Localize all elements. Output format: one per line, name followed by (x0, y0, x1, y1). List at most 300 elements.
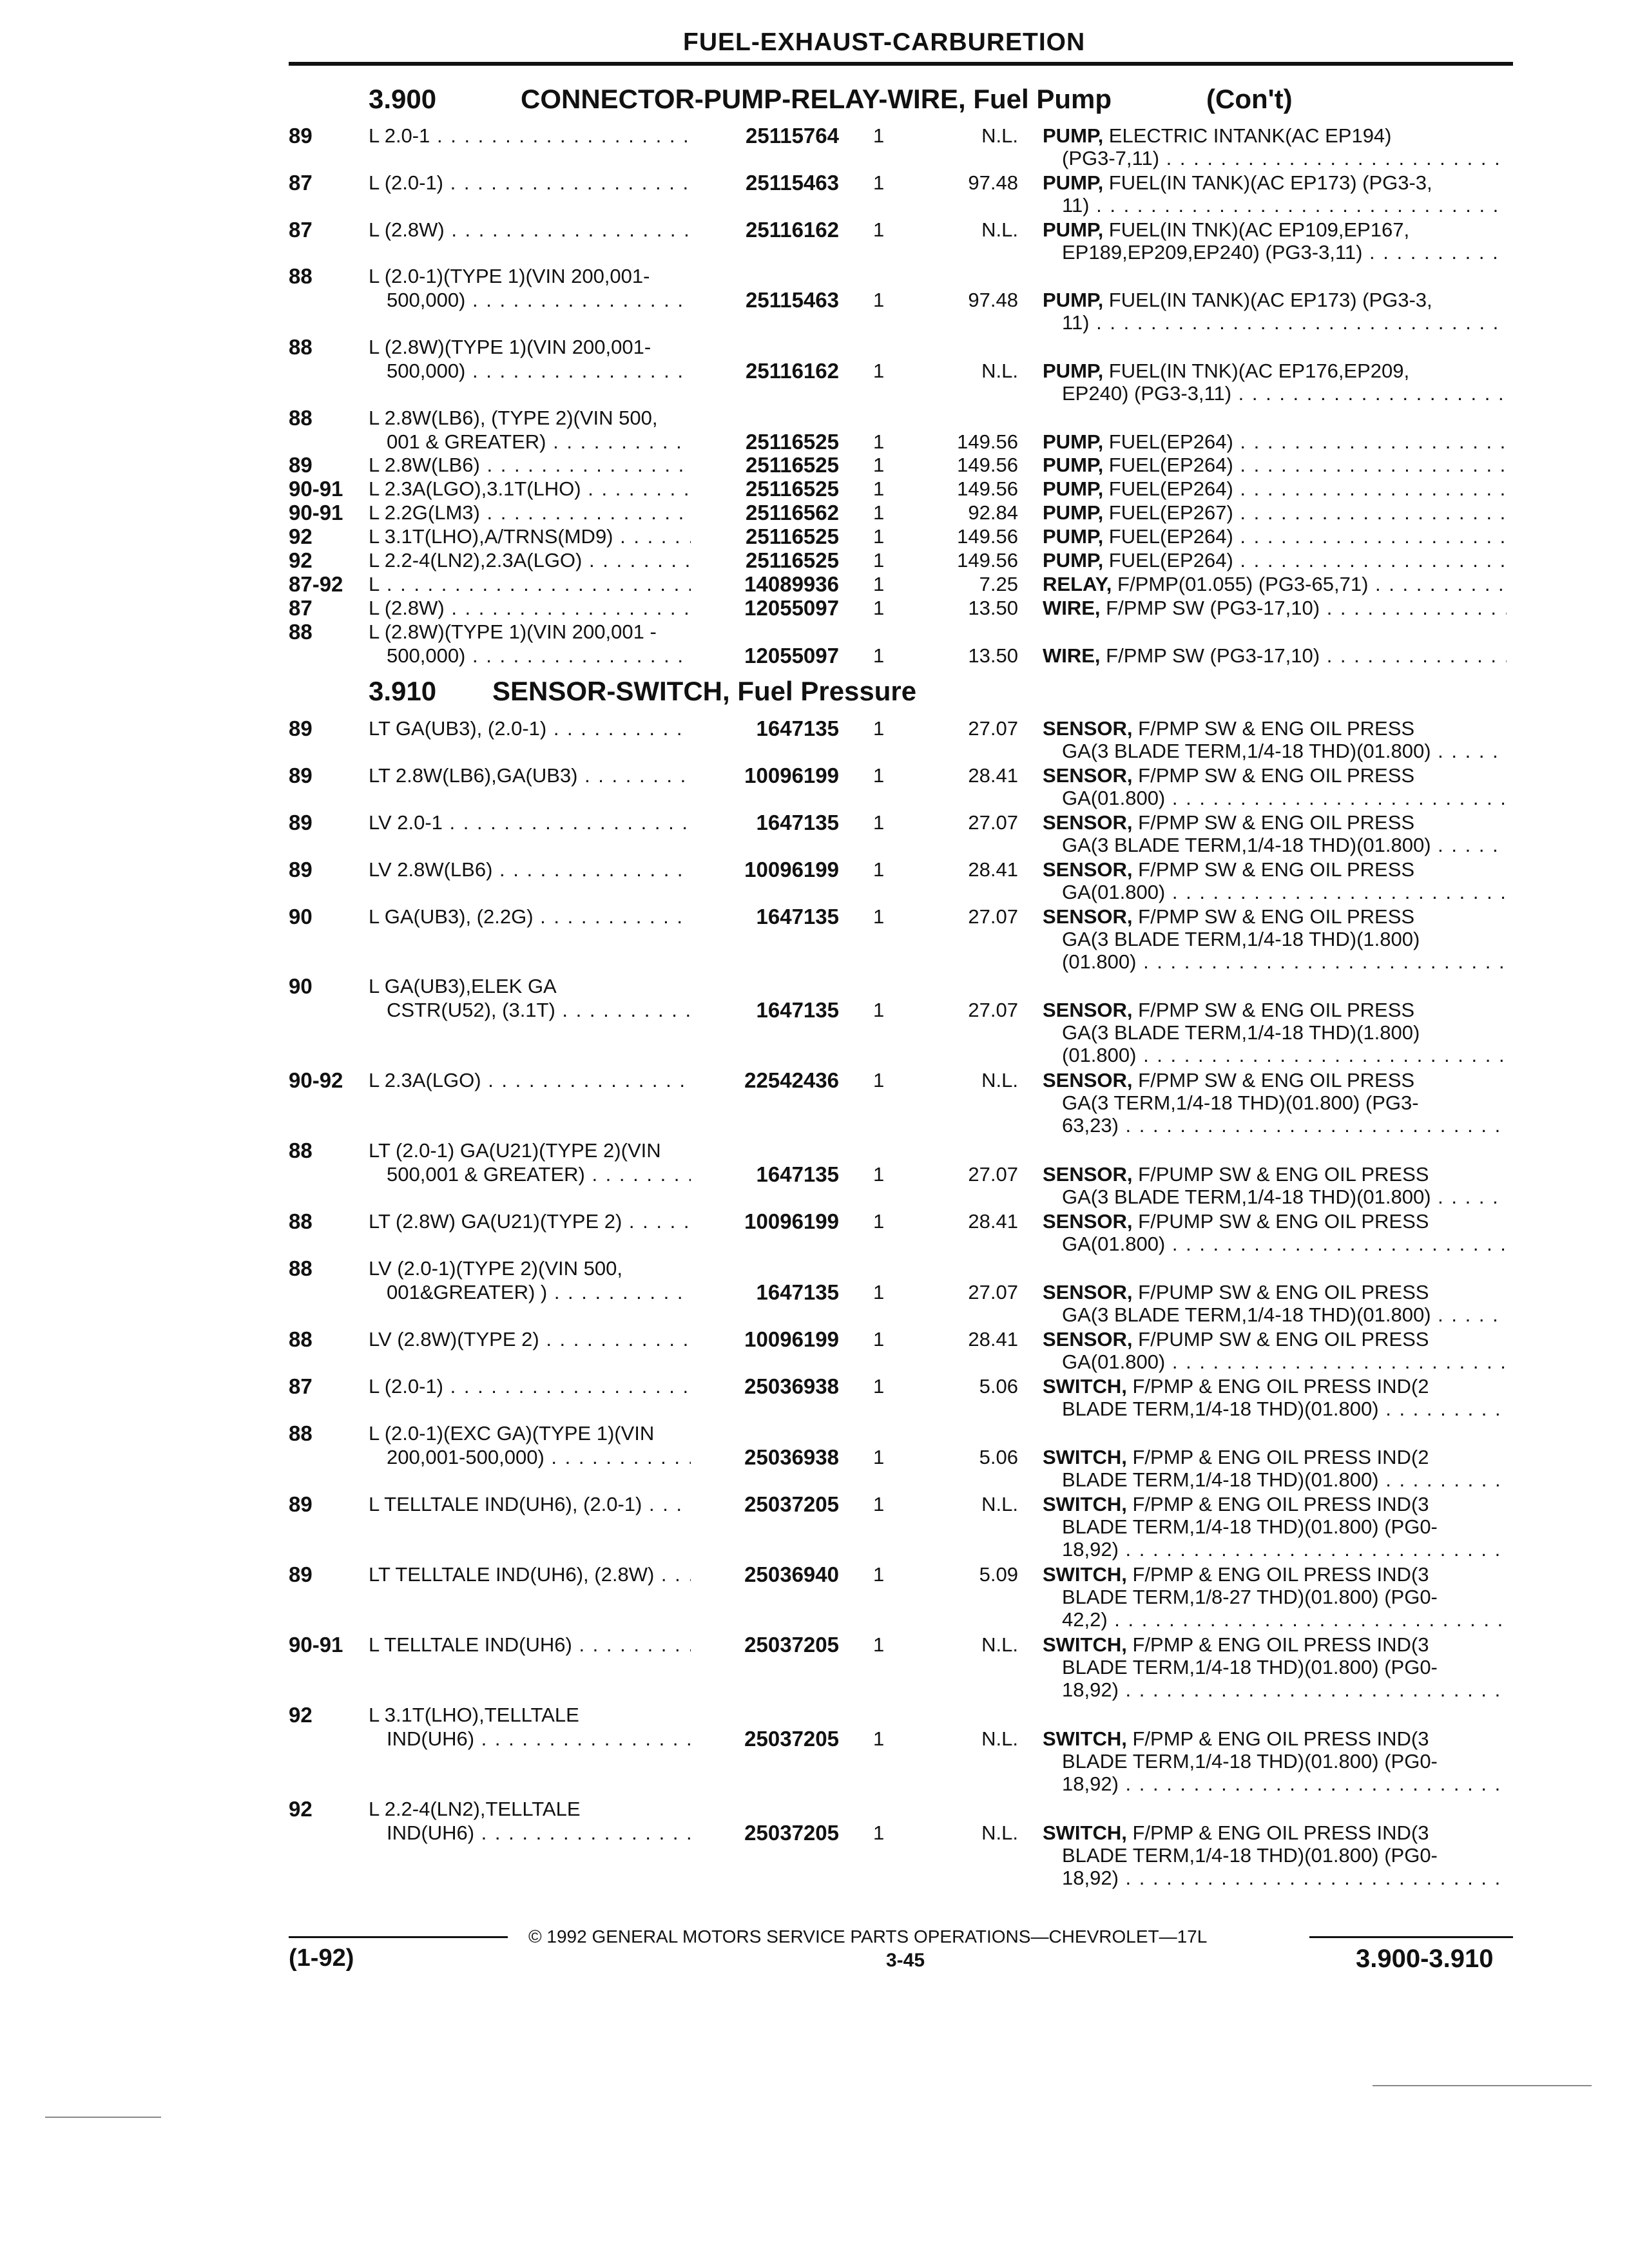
part-number: 25037205 (744, 1821, 839, 1845)
part-detail: F/PMP SW & ENG OIL PRESS (1132, 905, 1415, 928)
part-description (1062, 1350, 1507, 1374)
quantity: 1 (873, 597, 885, 619)
application-description: L 2.3A(LGO) . . . (369, 1068, 691, 1093)
part-detail: BLADE TERM,1/4-18 THD)(01.800) (PG0- (1062, 1844, 1438, 1867)
application-description: L 2.3A(LGO),3.1T(LHO) . . . (369, 477, 691, 501)
scan-mark (45, 2117, 161, 2118)
part-name: SENSOR, (1043, 905, 1133, 928)
part-description (1043, 1327, 1507, 1352)
part-description (1043, 596, 1507, 620)
part-description (1043, 1562, 1507, 1587)
part-detail: 18,92) (1062, 1773, 1119, 1795)
part-detail: FUEL(IN TANK)(AC EP173) (PG3-3, (1103, 171, 1432, 194)
quantity: 1 (873, 454, 885, 476)
model-year: 87 (289, 218, 313, 242)
model-year: 90-91 (289, 1633, 343, 1657)
part-name: RELAY, (1043, 573, 1112, 595)
part-detail: F/PUMP SW & ENG OIL PRESS (1132, 1163, 1429, 1186)
part-name: PUMP, (1043, 501, 1104, 524)
part-description (1043, 548, 1507, 573)
part-description (1043, 477, 1507, 501)
section-continued: (Con't) (1206, 84, 1293, 114)
list-price: 28.41 (968, 858, 1018, 881)
part-description (1062, 950, 1507, 974)
part-description (1062, 1397, 1507, 1421)
part-description (1043, 501, 1507, 525)
part-number: 12055097 (744, 644, 839, 668)
part-detail: FUEL(EP264) (1103, 549, 1233, 572)
model-year: 89 (289, 716, 313, 740)
footer-date-code: (1-92) (289, 1945, 354, 1972)
model-year: 87 (289, 1374, 313, 1398)
part-description (1062, 1515, 1507, 1539)
quantity: 1 (873, 477, 885, 500)
part-name: PUMP, (1043, 525, 1104, 548)
part-detail: GA(3 BLADE TERM,1/4-18 THD)(01.800) (1062, 740, 1431, 762)
part-number: 10096199 (744, 1209, 839, 1233)
part-description (1062, 1091, 1507, 1115)
model-year: 89 (289, 1562, 313, 1586)
part-description (1062, 739, 1507, 764)
part-name: PUMP, (1043, 360, 1104, 382)
part-name: PUMP, (1043, 171, 1104, 194)
list-price: N.L. (981, 1821, 1018, 1844)
part-detail: EP189,EP209,EP240) (PG3-3,11) (1062, 241, 1363, 264)
application-description: L 2.8W(LB6) . . . (369, 453, 691, 477)
part-number: 25116525 (745, 524, 839, 548)
list-price: 149.56 (957, 549, 1018, 572)
list-price: N.L. (981, 1493, 1018, 1515)
part-detail: GA(3 BLADE TERM,1/4-18 THD)(1.800) (1062, 1021, 1420, 1044)
copyright-notice: © 1992 GENERAL MOTORS SERVICE PARTS OPERATIONS—CHEVROLET—17L (528, 1927, 1208, 1946)
list-price: 28.41 (968, 1210, 1018, 1233)
list-price: 5.09 (979, 1563, 1018, 1586)
application-description: L (2.0-1) . . . (369, 1374, 691, 1399)
part-detail: (PG3-7,11) (1062, 147, 1160, 169)
list-price: 149.56 (957, 454, 1018, 476)
quantity: 1 (873, 1375, 885, 1398)
part-detail: F/PUMP SW & ENG OIL PRESS (1132, 1328, 1429, 1350)
part-detail: 18,92) (1062, 1867, 1119, 1889)
part-description (1043, 572, 1507, 597)
part-detail: F/PMP SW & ENG OIL PRESS (1132, 764, 1415, 787)
part-detail: GA(01.800) (1062, 1350, 1166, 1373)
part-number: 25116525 (745, 453, 839, 477)
part-detail: F/PMP & ENG OIL PRESS IND(2 (1126, 1446, 1429, 1468)
scan-mark (1373, 2085, 1592, 2086)
part-detail: F/PMP SW & ENG OIL PRESS (1132, 717, 1415, 740)
application-description: L TELLTALE IND(UH6) . . . (369, 1633, 691, 1657)
application-description: L (2.8W)(TYPE 1)(VIN 200,001 - (369, 620, 657, 643)
list-price: N.L. (981, 1633, 1018, 1656)
part-description (1043, 1633, 1507, 1657)
part-detail: 42,2) (1062, 1608, 1108, 1631)
part-description (1043, 644, 1507, 668)
model-year: 88 (289, 264, 313, 288)
part-number: 25116525 (745, 548, 839, 572)
list-price: 149.56 (957, 477, 1018, 500)
part-description (1043, 1209, 1507, 1234)
part-description (1062, 880, 1507, 905)
model-year: 92 (289, 524, 313, 548)
model-year: 88 (289, 620, 313, 644)
part-description (1062, 833, 1507, 858)
part-detail: BLADE TERM,1/4-18 THD)(01.800) (1062, 1468, 1379, 1491)
part-detail: 11) (1062, 311, 1090, 334)
quantity: 1 (873, 858, 885, 881)
quantity: 1 (873, 1727, 885, 1750)
application-description: LT TELLTALE IND(UH6), (2.8W) . . . (369, 1562, 691, 1587)
model-year: 90-91 (289, 501, 343, 524)
list-price: 27.07 (968, 811, 1018, 834)
part-name: SENSOR, (1043, 1281, 1133, 1303)
part-detail: FUEL(EP267) (1103, 501, 1233, 524)
quantity: 1 (873, 360, 885, 382)
part-description (1062, 146, 1507, 171)
part-description (1043, 716, 1507, 741)
quantity: 1 (873, 999, 885, 1021)
part-number: 25116525 (745, 430, 839, 454)
part-detail: EP240) (PG3-3,11) (1062, 382, 1232, 405)
part-description (1043, 288, 1507, 312)
part-detail: GA(3 BLADE TERM,1/4-18 THD)(1.800) (1062, 928, 1420, 950)
quantity: 1 (873, 1633, 885, 1656)
part-name: SWITCH, (1043, 1563, 1127, 1586)
part-description (1043, 453, 1507, 477)
part-description (1043, 1068, 1507, 1093)
model-year: 89 (289, 811, 313, 834)
part-description (1043, 1374, 1507, 1399)
part-detail: F/PMP SW & ENG OIL PRESS (1132, 999, 1415, 1021)
part-number: 10096199 (744, 858, 839, 881)
part-detail: GA(3 TERM,1/4-18 THD)(01.800) (PG3- (1062, 1091, 1419, 1114)
application-description: L 3.1T(LHO),A/TRNS(MD9) . . . (369, 524, 691, 549)
application-description: 001&GREATER) ) . . . (387, 1280, 691, 1305)
application-description: 500,000) . . . (387, 359, 691, 383)
model-year: 88 (289, 1327, 313, 1351)
section-title: SENSOR-SWITCH, Fuel Pressure (492, 676, 917, 706)
part-description (1062, 1043, 1507, 1068)
model-year: 88 (289, 1139, 313, 1162)
part-number: 25115463 (745, 171, 839, 195)
application-description: L 2.0-1 . . . (369, 124, 691, 148)
part-description (1043, 811, 1507, 835)
part-name: SENSOR, (1043, 858, 1133, 881)
header-rule (289, 62, 1513, 66)
quantity: 1 (873, 549, 885, 572)
model-year: 89 (289, 1492, 313, 1516)
part-number: 25116562 (745, 501, 839, 524)
part-description (1062, 311, 1507, 335)
part-detail: BLADE TERM,1/4-18 THD)(01.800) (PG0- (1062, 1750, 1438, 1773)
part-name: PUMP, (1043, 454, 1104, 476)
application-description: IND(UH6) . . . (387, 1727, 691, 1751)
part-number: 25115463 (745, 288, 839, 312)
model-year: 87 (289, 596, 313, 620)
part-detail: FUEL(IN TNK)(AC EP109,EP167, (1103, 218, 1410, 241)
part-detail: BLADE TERM,1/4-18 THD)(01.800) (PG0- (1062, 1656, 1438, 1678)
application-description: L (2.0-1)(EXC GA)(TYPE 1)(VIN (369, 1422, 655, 1445)
section-number: 3.900 (369, 84, 437, 114)
part-detail: F/PMP SW & ENG OIL PRESS (1132, 858, 1415, 881)
part-name: SENSOR, (1043, 764, 1133, 787)
part-description (1043, 1445, 1507, 1470)
part-name: SENSOR, (1043, 1210, 1133, 1233)
application-description: L (2.0-1)(TYPE 1)(VIN 200,001- (369, 265, 650, 287)
part-number: 25116162 (745, 218, 839, 242)
application-description: L 3.1T(LHO),TELLTALE (369, 1704, 579, 1726)
application-description: LT (2.8W) GA(U21)(TYPE 2) . . . (369, 1209, 691, 1234)
model-year: 88 (289, 1209, 313, 1233)
part-detail: F/PMP SW & ENG OIL PRESS (1132, 1069, 1415, 1091)
part-number: 25036940 (744, 1562, 839, 1586)
list-price: N.L. (981, 1069, 1018, 1091)
part-detail: FUEL(EP264) (1103, 477, 1233, 500)
quantity: 1 (873, 1328, 885, 1350)
application-description: IND(UH6) . . . (387, 1821, 691, 1845)
list-price: 7.25 (979, 573, 1018, 595)
part-name: PUMP, (1043, 218, 1104, 241)
part-description (1062, 1113, 1507, 1138)
part-description (1062, 1468, 1507, 1492)
application-description: LV 2.0-1 . . . (369, 811, 691, 835)
part-description (1043, 858, 1507, 882)
part-detail: F/PMP & ENG OIL PRESS IND(3 (1126, 1563, 1429, 1586)
part-description (1043, 1727, 1507, 1751)
part-number: 1647135 (756, 716, 839, 740)
part-name: SWITCH, (1043, 1821, 1127, 1844)
part-description (1062, 786, 1507, 811)
list-price: 27.07 (968, 905, 1018, 928)
model-year: 89 (289, 764, 313, 787)
part-number: 10096199 (744, 1327, 839, 1351)
part-description (1062, 1185, 1507, 1209)
model-year: 92 (289, 1703, 313, 1727)
quantity: 1 (873, 1163, 885, 1186)
part-number: 25036938 (744, 1374, 839, 1398)
quantity: 1 (873, 1493, 885, 1515)
part-description (1043, 1492, 1507, 1517)
part-number: 1647135 (756, 1162, 839, 1186)
part-number: 25036938 (744, 1445, 839, 1469)
part-number: 25115764 (745, 124, 839, 148)
quantity: 1 (873, 811, 885, 834)
application-description: 001 & GREATER) . . . (387, 430, 691, 454)
part-name: WIRE, (1043, 644, 1101, 667)
part-detail: GA(3 BLADE TERM,1/4-18 THD)(01.800) (1062, 834, 1431, 856)
part-detail: BLADE TERM,1/4-18 THD)(01.800) (1062, 1398, 1379, 1420)
part-description (1043, 998, 1507, 1023)
quantity: 1 (873, 1210, 885, 1233)
application-description: 200,001-500,000) . . . (387, 1445, 691, 1470)
part-name: SENSOR, (1043, 811, 1133, 834)
part-detail: BLADE TERM,1/4-18 THD)(01.800) (PG0- (1062, 1515, 1438, 1538)
part-detail: GA(3 BLADE TERM,1/4-18 THD)(01.800) (1062, 1303, 1431, 1326)
list-price: 27.07 (968, 999, 1018, 1021)
list-price: N.L. (981, 1727, 1018, 1750)
quantity: 1 (873, 905, 885, 928)
list-price: 28.41 (968, 764, 1018, 787)
part-name: WIRE, (1043, 597, 1101, 619)
part-detail: GA(3 BLADE TERM,1/4-18 THD)(01.800) (1062, 1186, 1431, 1208)
list-price: 5.06 (979, 1446, 1018, 1468)
list-price: 13.50 (968, 597, 1018, 619)
section-number: 3.910 (369, 676, 437, 706)
part-detail: F/PMP SW (PG3-17,10) (1100, 597, 1320, 619)
list-price: 5.06 (979, 1375, 1018, 1398)
part-detail: F/PMP & ENG OIL PRESS IND(3 (1126, 1727, 1429, 1750)
part-name: SWITCH, (1043, 1375, 1127, 1398)
part-detail: 11) (1062, 194, 1090, 216)
model-year: 88 (289, 335, 313, 359)
model-year: 88 (289, 406, 313, 430)
list-price: N.L. (981, 360, 1018, 382)
part-name: SWITCH, (1043, 1493, 1127, 1515)
quantity: 1 (873, 573, 885, 595)
part-description (1062, 381, 1507, 406)
section-title: CONNECTOR-PUMP-RELAY-WIRE, Fuel Pump (521, 84, 1112, 114)
part-description (1062, 1749, 1507, 1774)
part-name: SENSOR, (1043, 717, 1133, 740)
part-description (1062, 240, 1507, 265)
part-description (1062, 927, 1507, 952)
part-detail: FUEL(EP264) (1103, 430, 1233, 453)
quantity: 1 (873, 1563, 885, 1586)
application-description: L GA(UB3), (2.2G) . . . (369, 905, 691, 929)
part-detail: F/PMP & ENG OIL PRESS IND(3 (1126, 1821, 1429, 1844)
part-description (1043, 1821, 1507, 1845)
application-description: LV (2.0-1)(TYPE 2)(VIN 500, (369, 1257, 622, 1280)
list-price: 27.07 (968, 717, 1018, 740)
part-name: PUMP, (1043, 477, 1104, 500)
application-description: L 2.8W(LB6), (TYPE 2)(VIN 500, (369, 407, 658, 429)
part-name: PUMP, (1043, 124, 1104, 147)
model-year: 87 (289, 171, 313, 195)
application-description: CSTR(U52), (3.1T) . . . (387, 998, 691, 1023)
application-description: 500,000) . . . (387, 288, 691, 312)
application-description: 500,000) . . . (387, 644, 691, 668)
model-year: 88 (289, 1256, 313, 1280)
part-description (1062, 193, 1507, 218)
application-description: L GA(UB3),ELEK GA (369, 975, 557, 997)
quantity: 1 (873, 171, 885, 194)
part-description (1062, 1655, 1507, 1680)
part-description (1062, 1843, 1507, 1868)
application-description: LT GA(UB3), (2.0-1) . . . (369, 716, 691, 741)
part-number: 25116525 (745, 477, 839, 501)
part-description (1043, 1280, 1507, 1305)
application-description: L . . . (369, 572, 691, 597)
footer-rule-left (289, 1936, 508, 1938)
part-description (1062, 1021, 1507, 1045)
model-year: 90 (289, 905, 313, 928)
part-detail: F/PMP & ENG OIL PRESS IND(2 (1126, 1375, 1429, 1398)
part-number: 1647135 (756, 905, 839, 928)
part-number: 10096199 (744, 764, 839, 787)
application-description: L (2.8W) . . . (369, 596, 691, 620)
part-name: SENSOR, (1043, 1328, 1133, 1350)
part-detail: F/PMP & ENG OIL PRESS IND(3 (1126, 1633, 1429, 1656)
model-year: 89 (289, 124, 313, 148)
application-description: L (2.8W) . . . (369, 218, 691, 242)
part-name: SENSOR, (1043, 999, 1133, 1021)
model-year: 90-91 (289, 477, 343, 501)
part-number: 22542436 (744, 1068, 839, 1092)
part-detail: F/PUMP SW & ENG OIL PRESS (1132, 1210, 1429, 1233)
application-description: 500,001 & GREATER) . . . (387, 1162, 691, 1187)
list-price: 27.07 (968, 1163, 1018, 1186)
part-detail: F/PUMP SW & ENG OIL PRESS (1132, 1281, 1429, 1303)
quantity: 1 (873, 717, 885, 740)
part-detail: (01.800) (1062, 950, 1137, 973)
page-number: 3-45 (886, 1950, 925, 1971)
part-number: 14089936 (744, 572, 839, 596)
part-number: 25116162 (745, 359, 839, 383)
application-description: LV 2.8W(LB6) . . . (369, 858, 691, 882)
part-description (1043, 430, 1507, 454)
part-detail: 18,92) (1062, 1538, 1119, 1561)
part-detail: (01.800) (1062, 1044, 1137, 1066)
part-number: 12055097 (744, 596, 839, 620)
part-number: 1647135 (756, 811, 839, 834)
footer-section-range: 3.900-3.910 (1356, 1945, 1494, 1973)
list-price: 149.56 (957, 430, 1018, 453)
model-year: 89 (289, 453, 313, 477)
list-price: 97.48 (968, 289, 1018, 311)
application-description: L TELLTALE IND(UH6), (2.0-1) . . . (369, 1492, 691, 1517)
quantity: 1 (873, 501, 885, 524)
quantity: 1 (873, 764, 885, 787)
model-year: 90 (289, 974, 313, 998)
part-name: PUMP, (1043, 289, 1104, 311)
part-detail: ELECTRIC INTANK(AC EP194) (1103, 124, 1392, 147)
part-name: SWITCH, (1043, 1727, 1127, 1750)
model-year: 90-92 (289, 1068, 343, 1092)
application-description: L (2.0-1) . . . (369, 171, 691, 195)
part-description (1043, 359, 1507, 383)
part-description (1043, 124, 1507, 148)
part-number: 25037205 (744, 1492, 839, 1516)
list-price: 13.50 (968, 644, 1018, 667)
quantity: 1 (873, 644, 885, 667)
footer-rule-right (1309, 1936, 1513, 1938)
part-description (1062, 1678, 1507, 1702)
part-description (1043, 171, 1507, 195)
part-name: PUMP, (1043, 549, 1104, 572)
part-description (1043, 764, 1507, 788)
model-year: 92 (289, 1797, 313, 1821)
list-price: 92.84 (968, 501, 1018, 524)
model-year: 87-92 (289, 572, 343, 596)
part-detail: F/PMP SW (PG3-17,10) (1100, 644, 1320, 667)
part-description (1043, 524, 1507, 549)
part-detail: F/PMP(01.055) (PG3-65,71) (1112, 573, 1369, 595)
list-price: 28.41 (968, 1328, 1018, 1350)
part-description (1043, 905, 1507, 929)
part-description (1062, 1303, 1507, 1327)
part-detail: F/PMP & ENG OIL PRESS IND(3 (1126, 1493, 1429, 1515)
model-year: 92 (289, 548, 313, 572)
part-description (1062, 1608, 1507, 1632)
part-description (1062, 1772, 1507, 1796)
part-detail: 18,92) (1062, 1678, 1119, 1701)
part-name: SENSOR, (1043, 1163, 1133, 1186)
part-detail: BLADE TERM,1/8-27 THD)(01.800) (PG0- (1062, 1586, 1438, 1608)
quantity: 1 (873, 1281, 885, 1303)
part-detail: GA(01.800) (1062, 881, 1166, 903)
part-number: 1647135 (756, 1280, 839, 1304)
application-description: LT (2.0-1) GA(U21)(TYPE 2)(VIN (369, 1139, 661, 1162)
